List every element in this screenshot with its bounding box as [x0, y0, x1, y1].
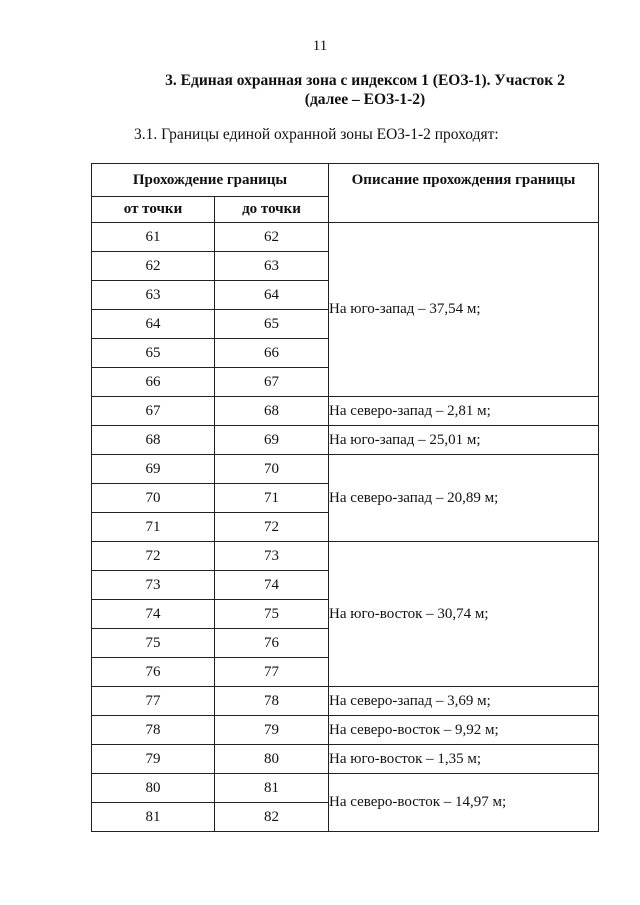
from-point-cell: 81	[92, 803, 215, 832]
from-point-cell: 69	[92, 455, 215, 484]
table-row	[92, 716, 599, 745]
from-point-cell: 73	[92, 571, 215, 600]
to-point-cell: 78	[215, 687, 329, 716]
description-cell: На северо-восток – 9,92 м;	[329, 716, 599, 745]
from-point-cell: 66	[92, 368, 215, 397]
description-cell: На северо-запад – 2,81 м;	[329, 397, 599, 426]
to-point-cell: 70	[215, 455, 329, 484]
from-point-cell: 74	[92, 600, 215, 629]
section-paragraph: 3.1. Границы единой охранной зоны ЕОЗ-1-2 проходят:	[134, 126, 499, 143]
to-point-cell: 67	[215, 368, 329, 397]
to-point-cell: 76	[215, 629, 329, 658]
header-boundary-passage: Прохождение границы	[92, 164, 329, 197]
to-point-cell: 77	[215, 658, 329, 687]
table-body	[92, 223, 599, 832]
to-point-cell: 69	[215, 426, 329, 455]
to-point-cell: 65	[215, 310, 329, 339]
to-point-cell: 80	[215, 745, 329, 774]
table-row	[92, 542, 599, 571]
to-point-cell: 75	[215, 600, 329, 629]
header-to-point: до точки	[215, 197, 329, 223]
description-cell: На юго-восток – 30,74 м;	[329, 542, 599, 687]
to-point-cell: 62	[215, 223, 329, 252]
description-cell: На северо-восток – 14,97 м;	[329, 774, 599, 832]
to-point-cell: 73	[215, 542, 329, 571]
description-cell: На северо-запад – 20,89 м;	[329, 455, 599, 542]
from-point-cell: 77	[92, 687, 215, 716]
to-point-cell: 66	[215, 339, 329, 368]
table-row	[92, 745, 599, 774]
to-point-cell: 64	[215, 281, 329, 310]
from-point-cell: 62	[92, 252, 215, 281]
to-point-cell: 72	[215, 513, 329, 542]
section-title: 3. Единая охранная зона с индексом 1 (ЕОЗ-1). Участок 2 (далее – ЕОЗ-1-2)	[165, 72, 565, 108]
from-point-cell: 75	[92, 629, 215, 658]
description-cell: На юго-запад – 25,01 м;	[329, 426, 599, 455]
header-from-point: от точки	[92, 197, 215, 223]
from-point-cell: 80	[92, 774, 215, 803]
table-row	[92, 426, 599, 455]
table-row	[92, 687, 599, 716]
from-point-cell: 71	[92, 513, 215, 542]
from-point-cell: 67	[92, 397, 215, 426]
to-point-cell: 71	[215, 484, 329, 513]
from-point-cell: 64	[92, 310, 215, 339]
from-point-cell: 70	[92, 484, 215, 513]
from-point-cell: 61	[92, 223, 215, 252]
to-point-cell: 82	[215, 803, 329, 832]
from-point-cell: 78	[92, 716, 215, 745]
from-point-cell: 79	[92, 745, 215, 774]
from-point-cell: 72	[92, 542, 215, 571]
from-point-cell: 65	[92, 339, 215, 368]
table-row	[92, 774, 599, 803]
page-number: 11	[312, 38, 328, 54]
from-point-cell: 68	[92, 426, 215, 455]
description-cell: На юго-восток – 1,35 м;	[329, 745, 599, 774]
boundary-table	[91, 163, 599, 832]
to-point-cell: 74	[215, 571, 329, 600]
to-point-cell: 79	[215, 716, 329, 745]
from-point-cell: 63	[92, 281, 215, 310]
header-boundary-description: Описание прохождения границы	[329, 164, 599, 223]
table-row	[92, 223, 599, 252]
table-row	[92, 397, 599, 426]
from-point-cell: 76	[92, 658, 215, 687]
to-point-cell: 81	[215, 774, 329, 803]
to-point-cell: 63	[215, 252, 329, 281]
description-cell: На юго-запад – 37,54 м;	[329, 223, 599, 397]
table-row	[92, 455, 599, 484]
to-point-cell: 68	[215, 397, 329, 426]
description-cell: На северо-запад – 3,69 м;	[329, 687, 599, 716]
